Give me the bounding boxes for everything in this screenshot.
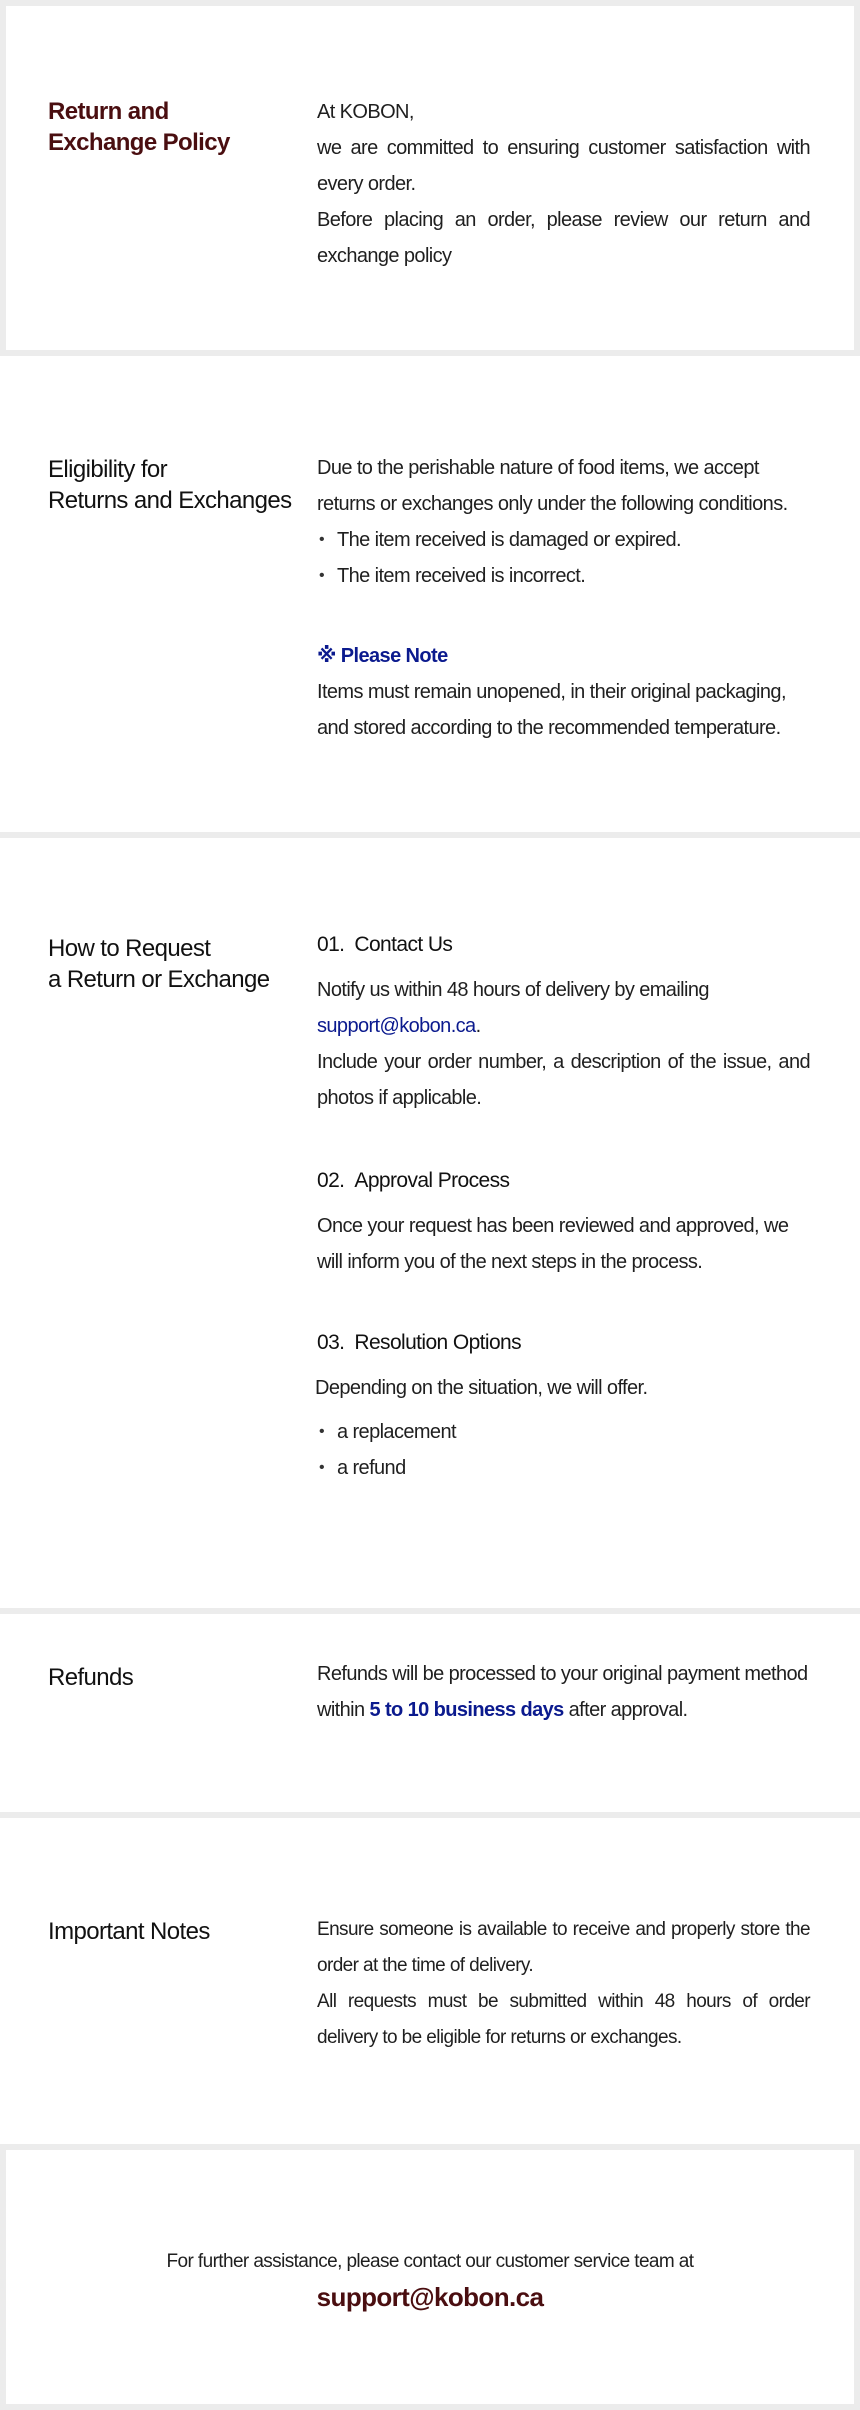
policy-title (48, 96, 308, 158)
refunds-section (0, 1614, 860, 1814)
step-heading (317, 930, 810, 960)
intro-line2: we are committed to ensuring customer satisfaction with every order. (317, 137, 810, 195)
condition-damaged: The item received is damaged or expired. (337, 529, 681, 551)
notes-section (0, 1818, 860, 2144)
approval-text: Once your request has been reviewed and approved, we will inform you of the next steps in the process. (317, 1215, 789, 1273)
policy-title-line1: Return and (48, 98, 169, 125)
eligibility-title-line2: Returns and Exchanges (48, 487, 292, 514)
option-replacement: a replacement (337, 1421, 456, 1443)
step-number: 03. (317, 1331, 345, 1354)
refunds-body (317, 1656, 810, 1728)
support-email-link[interactable]: support@kobon.ca (317, 1015, 476, 1037)
condition-item (317, 522, 810, 558)
footer-card (0, 2144, 860, 2410)
contact-text: Notify us within 48 hours of delivery by emailing (317, 979, 709, 1001)
bullet-icon: • (319, 1459, 325, 1476)
intro-text (317, 94, 810, 274)
eligibility-title (48, 454, 308, 516)
intro-line3: Before placing an order, please review our return and exchange policy (317, 209, 810, 267)
step-number: 02. (317, 1169, 345, 1192)
request-title-line1: How to Request (48, 935, 211, 962)
resolution-text: Depending on the situation, we will offer. (315, 1377, 648, 1399)
policy-title-line2: Exchange Policy (48, 129, 230, 156)
eligibility-section (0, 356, 860, 834)
step-heading (317, 1166, 810, 1196)
step-heading (317, 1328, 810, 1358)
refunds-text-after: after approval. (568, 1699, 688, 1721)
step-contact-text (317, 972, 810, 1044)
condition-incorrect: The item received is incorrect. (337, 565, 586, 587)
notes-title: Important Notes (48, 1918, 210, 1945)
refund-period-highlight: 5 to 10 business days (369, 1699, 564, 1721)
step-title: Approval Process (354, 1169, 510, 1192)
bullet-icon: • (319, 531, 325, 548)
eligibility-body (317, 450, 810, 746)
bullet-icon: • (319, 1423, 325, 1440)
step-title: Resolution Options (354, 1331, 522, 1354)
note-text: Items must remain unopened, in their original packaging, and stored according to the recommended temperature. (317, 681, 786, 739)
contact-period: . (475, 1015, 481, 1037)
request-title (48, 933, 308, 995)
condition-item (317, 558, 810, 594)
request-body (317, 930, 810, 1486)
notes-body (317, 1912, 810, 2056)
option-refund: a refund (337, 1457, 406, 1479)
footer-email-link[interactable]: support@kobon.ca (316, 2282, 544, 2312)
notes-line2: All requests must be submitted within 48 hours of order delivery to be eligible for returns or exchanges. (317, 1991, 810, 2048)
step-title: Contact Us (354, 933, 453, 956)
notes-line1: Ensure someone is available to receive and properly store the order at the time of delivery. (317, 1919, 810, 1976)
request-title-line2: a Return or Exchange (48, 966, 270, 993)
bullet-icon: • (319, 567, 325, 584)
refunds-text: Refunds will be processed to your original payment method within (317, 1663, 808, 1721)
intro-line1: At KOBON, (317, 101, 414, 123)
footer-text: For further assistance, please contact our customer service team at (166, 2251, 694, 2272)
option-item (317, 1450, 810, 1486)
step-number: 01. (317, 933, 345, 956)
contact-details-text: Include your order number, a description of the issue, and photos if applicable. (317, 1051, 810, 1109)
refunds-title: Refunds (48, 1664, 134, 1691)
note-heading: ※ Please Note (317, 645, 448, 667)
eligibility-text: Due to the perishable nature of food items, we accept returns or exchanges only under the following conditions. (317, 457, 788, 515)
request-section (0, 838, 860, 1608)
intro-card (0, 0, 860, 356)
option-item (317, 1414, 810, 1450)
eligibility-title-line1: Eligibility for (48, 456, 168, 483)
